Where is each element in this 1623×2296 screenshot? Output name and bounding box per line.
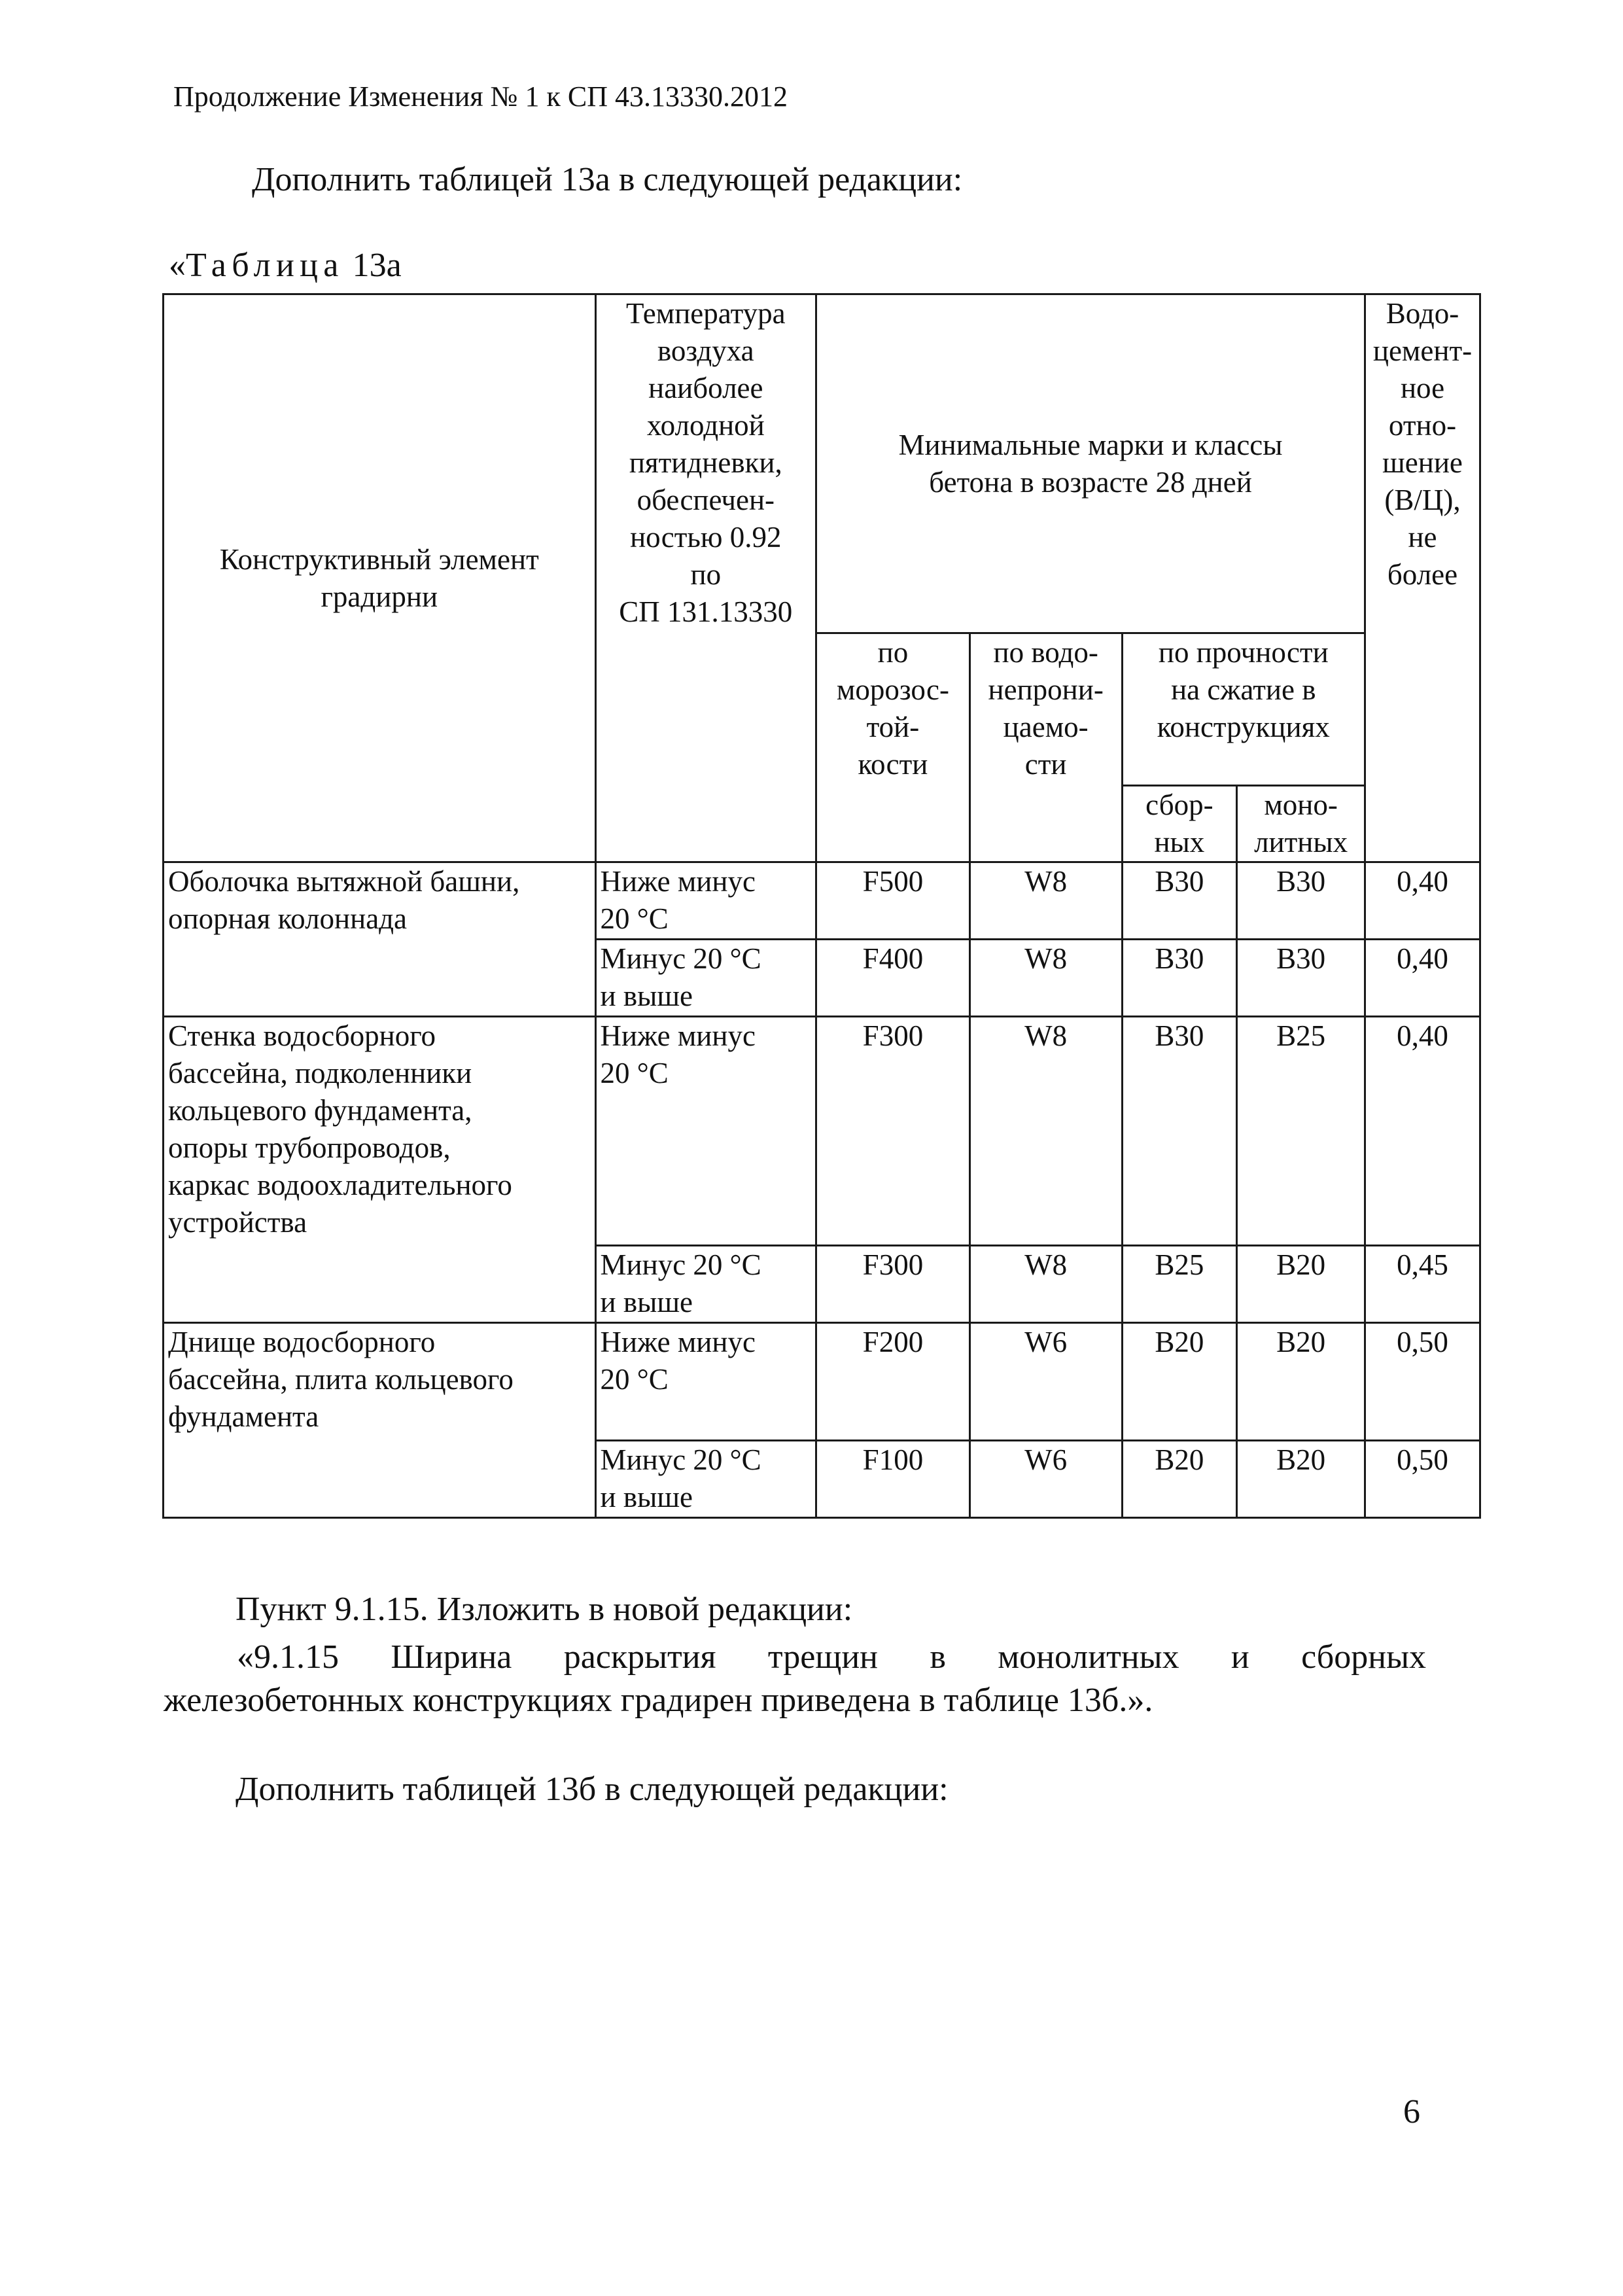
- wc-ratio-cell: 0,40: [1365, 1017, 1480, 1246]
- precast-cell: B30: [1122, 862, 1237, 940]
- water-cell: W6: [969, 1441, 1122, 1518]
- precast-cell: B25: [1122, 1246, 1237, 1323]
- element-cell: Стенка водосборного бассейна, подколенники кольцевого фундамента, опоры трубопроводов, каркас водоохладительного устройства: [164, 1017, 596, 1323]
- precast-cell: B30: [1122, 1017, 1237, 1246]
- caption-word: Таблица: [186, 247, 344, 284]
- header-element: Конструктивный элемент градирни: [164, 294, 596, 862]
- header-precast: сбор- ных: [1122, 786, 1237, 862]
- monolithic-cell: B20: [1237, 1441, 1365, 1518]
- water-cell: W6: [969, 1323, 1122, 1441]
- table-caption: [169, 246, 402, 285]
- precast-cell: B30: [1122, 940, 1237, 1017]
- monolithic-cell: B30: [1237, 862, 1365, 940]
- table-13a-body: [164, 294, 1480, 1518]
- monolithic-cell: B20: [1237, 1323, 1365, 1441]
- frost-cell: F300: [816, 1246, 970, 1323]
- wc-ratio-cell: 0,40: [1365, 940, 1480, 1017]
- header-strength: по прочности на сжатие в конструкциях: [1122, 633, 1365, 786]
- running-header: Продолжение Изменения № 1 к СП 43.13330.2012: [173, 80, 788, 113]
- table-13a: [162, 293, 1481, 1519]
- element-cell: Оболочка вытяжной башни, опорная колоннада: [164, 862, 596, 1017]
- frost-cell: F300: [816, 1017, 970, 1246]
- monolithic-cell: B30: [1237, 940, 1365, 1017]
- header-row-1: [164, 294, 1480, 633]
- table-row: [164, 862, 1480, 940]
- table-row: [164, 1323, 1480, 1441]
- punkt-9-1-15-heading: Пункт 9.1.15. Изложить в новой редакции:: [236, 1591, 853, 1628]
- monolithic-cell: B25: [1237, 1017, 1365, 1246]
- water-cell: W8: [969, 940, 1122, 1017]
- temperature-cell: Минус 20 °С и выше: [595, 1441, 816, 1518]
- caption-number: 13а: [343, 247, 402, 284]
- caption-prefix: «: [169, 247, 186, 284]
- frost-cell: F500: [816, 862, 970, 940]
- water-cell: W8: [969, 862, 1122, 940]
- frost-cell: F100: [816, 1441, 970, 1518]
- instruction-add-table-13a: Дополнить таблицей 13а в следующей редакции:: [252, 161, 963, 198]
- frost-cell: F400: [816, 940, 970, 1017]
- monolithic-cell: B20: [1237, 1246, 1365, 1323]
- precast-cell: B20: [1122, 1323, 1237, 1441]
- header-wc-ratio: Водо- цемент- ное отно- шение (В/Ц), не более: [1365, 294, 1480, 862]
- wc-ratio-cell: 0,50: [1365, 1441, 1480, 1518]
- water-cell: W8: [969, 1017, 1122, 1246]
- paragraph-line-1: «9.1.15 Ширина раскрытия трещин в монолитных и сборных: [237, 1638, 1426, 1676]
- paragraph-line-2: железобетонных конструкциях градирен приведена в таблице 13б.».: [164, 1682, 1153, 1719]
- table-row: [164, 1017, 1480, 1246]
- page-number: 6: [1403, 2093, 1420, 2130]
- precast-cell: B20: [1122, 1441, 1237, 1518]
- instruction-add-table-13b: Дополнить таблицей 13б в следующей редакции:: [236, 1771, 949, 1808]
- wc-ratio-cell: 0,50: [1365, 1323, 1480, 1441]
- header-min-grades: Минимальные марки и классы бетона в возрасте 28 дней: [816, 294, 1365, 633]
- header-monolithic: моно- литных: [1237, 786, 1365, 862]
- temperature-cell: Ниже минус 20 °С: [595, 1323, 816, 1441]
- wc-ratio-cell: 0,45: [1365, 1246, 1480, 1323]
- frost-cell: F200: [816, 1323, 970, 1441]
- temperature-cell: Ниже минус 20 °С: [595, 862, 816, 940]
- temperature-cell: Ниже минус 20 °С: [595, 1017, 816, 1246]
- wc-ratio-cell: 0,40: [1365, 862, 1480, 940]
- header-water: по водо- непрони- цаемо- сти: [969, 633, 1122, 862]
- header-frost: по морозос- той- кости: [816, 633, 970, 862]
- element-cell: Днище водосборного бассейна, плита кольцевого фундамента: [164, 1323, 596, 1518]
- temperature-cell: Минус 20 °С и выше: [595, 1246, 816, 1323]
- temperature-cell: Минус 20 °С и выше: [595, 940, 816, 1017]
- paragraph-9-1-15: [164, 1636, 1426, 1722]
- water-cell: W8: [969, 1246, 1122, 1323]
- header-temperature: Температура воздуха наиболее холодной пятидневки, обеспечен- ностью 0.92 по СП 131.13330: [595, 294, 816, 862]
